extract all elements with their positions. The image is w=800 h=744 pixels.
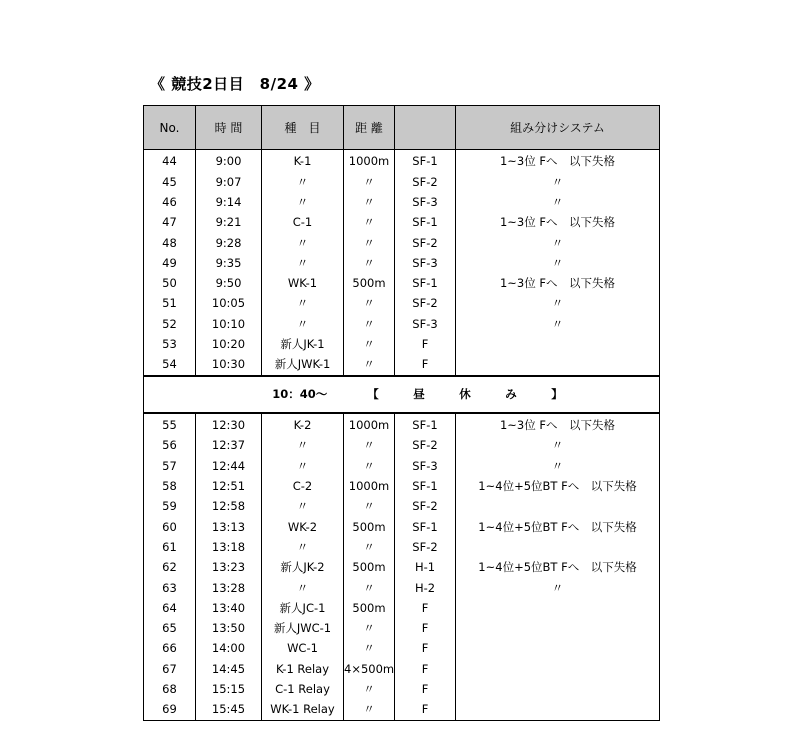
cell-event: 〃 xyxy=(262,294,344,314)
cell-system xyxy=(456,659,660,679)
cell-event: 新人JK-1 xyxy=(262,335,344,355)
cell-system xyxy=(456,335,660,355)
cell-system: 〃 xyxy=(456,172,660,192)
table-row xyxy=(144,436,660,456)
cell-race: F xyxy=(395,700,456,721)
cell-no: 49 xyxy=(144,253,196,273)
cell-no: 62 xyxy=(144,558,196,578)
cell-event: 〃 xyxy=(262,253,344,273)
cell-distance: 500m xyxy=(344,274,395,294)
cell-time: 9:50 xyxy=(196,274,262,294)
cell-race: F xyxy=(395,619,456,639)
cell-no: 52 xyxy=(144,314,196,334)
table-row xyxy=(144,274,660,294)
table-row xyxy=(144,700,660,721)
cell-race: SF-1 xyxy=(395,213,456,233)
cell-event: 新人JK-2 xyxy=(262,558,344,578)
table-row xyxy=(144,680,660,700)
table-row xyxy=(144,497,660,517)
cell-system: 1~3位 Fへ 以下失格 xyxy=(456,274,660,294)
cell-race: SF-3 xyxy=(395,314,456,334)
header-distance: 距 離 xyxy=(344,106,395,150)
cell-distance: 1000m xyxy=(344,477,395,497)
cell-distance: 〃 xyxy=(344,456,395,476)
lunch-break-cell xyxy=(144,376,660,413)
cell-race: SF-1 xyxy=(395,150,456,173)
cell-system: 1~3位 Fへ 以下失格 xyxy=(456,150,660,173)
table-row xyxy=(144,578,660,598)
cell-system: 〃 xyxy=(456,294,660,314)
cell-distance: 1000m xyxy=(344,150,395,173)
cell-distance: 〃 xyxy=(344,193,395,213)
cell-no: 61 xyxy=(144,538,196,558)
cell-event: C-2 xyxy=(262,477,344,497)
cell-time: 15:45 xyxy=(196,700,262,721)
table-row xyxy=(144,355,660,376)
cell-distance: 〃 xyxy=(344,680,395,700)
table-row xyxy=(144,558,660,578)
cell-no: 53 xyxy=(144,335,196,355)
table-row xyxy=(144,314,660,334)
cell-time: 9:07 xyxy=(196,172,262,192)
cell-no: 67 xyxy=(144,659,196,679)
cell-time: 13:18 xyxy=(196,538,262,558)
cell-system: 〃 xyxy=(456,233,660,253)
cell-distance: 〃 xyxy=(344,172,395,192)
cell-system: 1~4位+5位BT Fへ 以下失格 xyxy=(456,558,660,578)
cell-time: 13:40 xyxy=(196,598,262,618)
cell-no: 65 xyxy=(144,619,196,639)
cell-distance: 〃 xyxy=(344,233,395,253)
table-row xyxy=(144,477,660,497)
cell-no: 48 xyxy=(144,233,196,253)
table-row xyxy=(144,517,660,537)
table-row xyxy=(144,335,660,355)
cell-no: 55 xyxy=(144,413,196,436)
cell-distance: 〃 xyxy=(344,253,395,273)
cell-distance: 4×500m xyxy=(344,659,395,679)
cell-distance: 〃 xyxy=(344,700,395,721)
cell-time: 10:05 xyxy=(196,294,262,314)
cell-race: H-2 xyxy=(395,578,456,598)
cell-event: C-1 Relay xyxy=(262,680,344,700)
table-row xyxy=(144,639,660,659)
cell-system: 〃 xyxy=(456,456,660,476)
break-time: 10：40～ xyxy=(272,386,328,401)
cell-system xyxy=(456,538,660,558)
cell-time: 9:00 xyxy=(196,150,262,173)
cell-time: 10:10 xyxy=(196,314,262,334)
cell-system xyxy=(456,619,660,639)
cell-time: 14:00 xyxy=(196,639,262,659)
cell-system: 1~4位+5位BT Fへ 以下失格 xyxy=(456,477,660,497)
cell-no: 45 xyxy=(144,172,196,192)
cell-system: 〃 xyxy=(456,578,660,598)
cell-race: SF-2 xyxy=(395,538,456,558)
header-no: No. xyxy=(144,106,196,150)
cell-event: K-1 xyxy=(262,150,344,173)
cell-system: 〃 xyxy=(456,253,660,273)
cell-time: 10:20 xyxy=(196,335,262,355)
cell-distance: 〃 xyxy=(344,314,395,334)
cell-distance: 〃 xyxy=(344,436,395,456)
cell-no: 47 xyxy=(144,213,196,233)
cell-time: 12:51 xyxy=(196,477,262,497)
break-label: 【 昼 休 み 】 xyxy=(367,386,563,401)
cell-time: 9:14 xyxy=(196,193,262,213)
table-row xyxy=(144,538,660,558)
cell-race: F xyxy=(395,680,456,700)
cell-event: 〃 xyxy=(262,193,344,213)
cell-event: WK-1 xyxy=(262,274,344,294)
cell-no: 59 xyxy=(144,497,196,517)
cell-distance: 〃 xyxy=(344,639,395,659)
cell-system xyxy=(456,598,660,618)
cell-distance: 500m xyxy=(344,598,395,618)
cell-event: WK-2 xyxy=(262,517,344,537)
cell-event: 〃 xyxy=(262,497,344,517)
table-row xyxy=(144,619,660,639)
cell-race: SF-1 xyxy=(395,477,456,497)
lunch-break-row xyxy=(144,376,660,413)
cell-distance: 〃 xyxy=(344,213,395,233)
cell-no: 44 xyxy=(144,150,196,173)
cell-no: 66 xyxy=(144,639,196,659)
cell-time: 12:30 xyxy=(196,413,262,436)
cell-no: 56 xyxy=(144,436,196,456)
cell-event: 新人JWK-1 xyxy=(262,355,344,376)
cell-distance: 500m xyxy=(344,517,395,537)
cell-race: SF-3 xyxy=(395,193,456,213)
cell-distance: 〃 xyxy=(344,355,395,376)
header-event: 種 目 xyxy=(262,106,344,150)
cell-no: 58 xyxy=(144,477,196,497)
cell-event: WC-1 xyxy=(262,639,344,659)
cell-time: 12:44 xyxy=(196,456,262,476)
cell-no: 51 xyxy=(144,294,196,314)
cell-distance: 〃 xyxy=(344,538,395,558)
cell-system: 1~3位 Fへ 以下失格 xyxy=(456,413,660,436)
cell-event: 新人JWC-1 xyxy=(262,619,344,639)
header-row xyxy=(144,106,660,150)
cell-race: SF-3 xyxy=(395,253,456,273)
cell-event: 新人JC-1 xyxy=(262,598,344,618)
cell-event: 〃 xyxy=(262,314,344,334)
table-row xyxy=(144,598,660,618)
cell-race: SF-2 xyxy=(395,497,456,517)
cell-race: SF-2 xyxy=(395,436,456,456)
cell-distance: 〃 xyxy=(344,294,395,314)
table-row xyxy=(144,253,660,273)
cell-system xyxy=(456,680,660,700)
cell-no: 50 xyxy=(144,274,196,294)
cell-distance: 500m xyxy=(344,558,395,578)
cell-time: 9:28 xyxy=(196,233,262,253)
cell-race: F xyxy=(395,598,456,618)
cell-event: K-2 xyxy=(262,413,344,436)
table-row xyxy=(144,213,660,233)
table-row xyxy=(144,294,660,314)
cell-time: 14:45 xyxy=(196,659,262,679)
cell-event: 〃 xyxy=(262,233,344,253)
cell-no: 68 xyxy=(144,680,196,700)
cell-no: 57 xyxy=(144,456,196,476)
cell-no: 69 xyxy=(144,700,196,721)
table-row xyxy=(144,413,660,436)
cell-event: C-1 xyxy=(262,213,344,233)
cell-system: 1~3位 Fへ 以下失格 xyxy=(456,213,660,233)
table-row xyxy=(144,659,660,679)
table-row xyxy=(144,193,660,213)
table-row xyxy=(144,172,660,192)
cell-race: F xyxy=(395,639,456,659)
cell-time: 12:58 xyxy=(196,497,262,517)
cell-event: K-1 Relay xyxy=(262,659,344,679)
table-row xyxy=(144,150,660,173)
cell-system xyxy=(456,639,660,659)
cell-time: 13:13 xyxy=(196,517,262,537)
cell-distance: 〃 xyxy=(344,335,395,355)
cell-system xyxy=(456,700,660,721)
cell-time: 13:23 xyxy=(196,558,262,578)
cell-distance: 〃 xyxy=(344,497,395,517)
cell-race: SF-1 xyxy=(395,517,456,537)
cell-system xyxy=(456,355,660,376)
cell-distance: 1000m xyxy=(344,413,395,436)
cell-no: 63 xyxy=(144,578,196,598)
cell-race: SF-2 xyxy=(395,233,456,253)
cell-time: 15:15 xyxy=(196,680,262,700)
cell-event: WK-1 Relay xyxy=(262,700,344,721)
cell-event: 〃 xyxy=(262,456,344,476)
header-system: 組み分けシステム xyxy=(456,106,660,150)
cell-event: 〃 xyxy=(262,538,344,558)
cell-time: 12:37 xyxy=(196,436,262,456)
cell-no: 64 xyxy=(144,598,196,618)
cell-no: 60 xyxy=(144,517,196,537)
cell-race: SF-3 xyxy=(395,456,456,476)
cell-race: F xyxy=(395,355,456,376)
cell-system: 1~4位+5位BT Fへ 以下失格 xyxy=(456,517,660,537)
cell-race: SF-2 xyxy=(395,172,456,192)
cell-system: 〃 xyxy=(456,436,660,456)
cell-time: 13:50 xyxy=(196,619,262,639)
cell-no: 54 xyxy=(144,355,196,376)
cell-event: 〃 xyxy=(262,172,344,192)
cell-race: H-1 xyxy=(395,558,456,578)
cell-event: 〃 xyxy=(262,578,344,598)
schedule-table xyxy=(143,105,660,721)
cell-distance: 〃 xyxy=(344,578,395,598)
cell-race: SF-1 xyxy=(395,274,456,294)
page-title: 《 競技2日目 8/24 》 xyxy=(150,75,320,93)
cell-event: 〃 xyxy=(262,436,344,456)
cell-system: 〃 xyxy=(456,314,660,334)
cell-race: F xyxy=(395,659,456,679)
cell-time: 9:35 xyxy=(196,253,262,273)
cell-time: 9:21 xyxy=(196,213,262,233)
header-time: 時 間 xyxy=(196,106,262,150)
cell-time: 13:28 xyxy=(196,578,262,598)
cell-race: F xyxy=(395,335,456,355)
table-row xyxy=(144,456,660,476)
cell-race: SF-1 xyxy=(395,413,456,436)
cell-system xyxy=(456,497,660,517)
header-race xyxy=(395,106,456,150)
table-row xyxy=(144,233,660,253)
cell-time: 10:30 xyxy=(196,355,262,376)
cell-system: 〃 xyxy=(456,193,660,213)
cell-no: 46 xyxy=(144,193,196,213)
cell-distance: 〃 xyxy=(344,619,395,639)
cell-race: SF-2 xyxy=(395,294,456,314)
